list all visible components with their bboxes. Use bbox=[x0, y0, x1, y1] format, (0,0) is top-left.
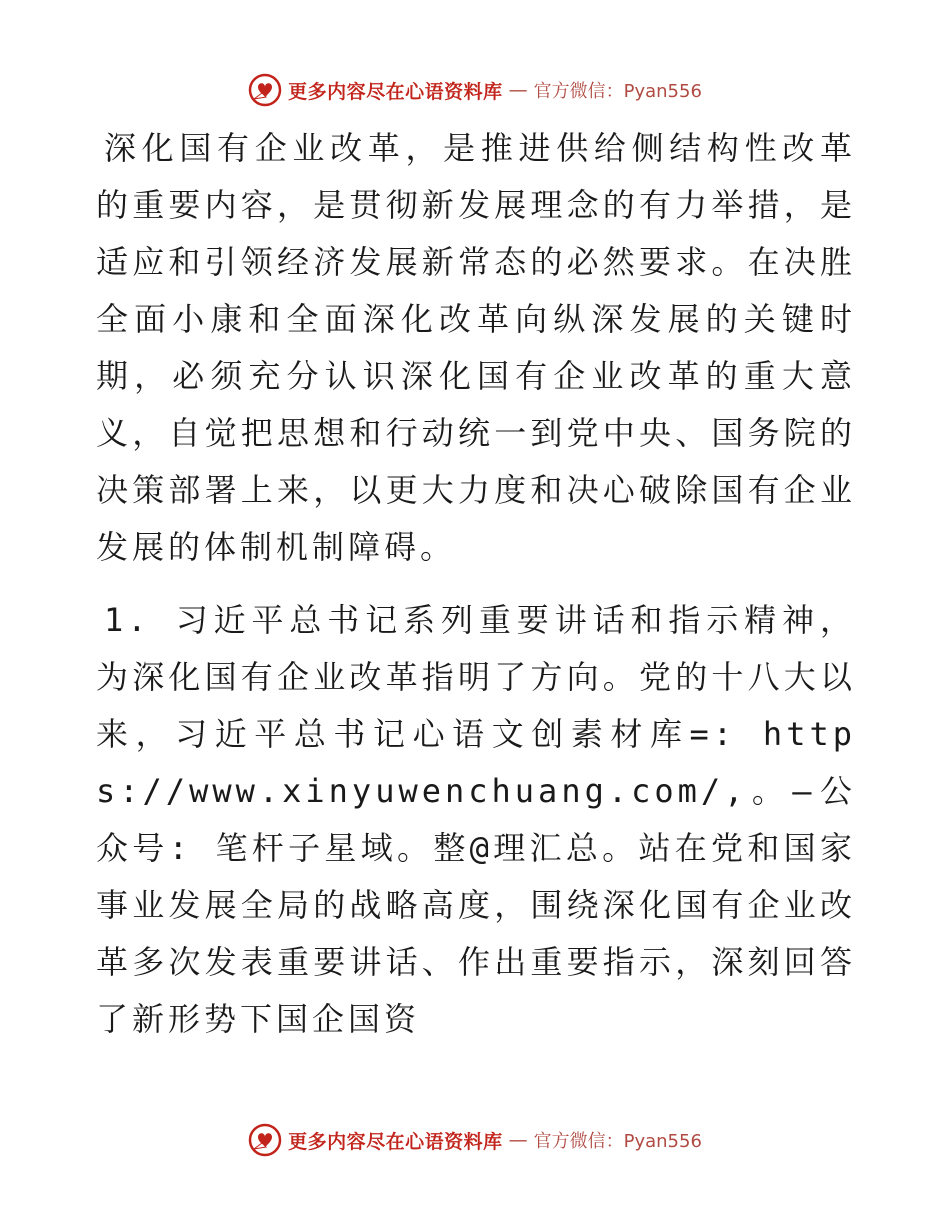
paragraph-2: 1. 习近平总书记系列重要讲话和指示精神，为深化国有企业改革指明了方向。党的十八大以来，习近平总书记心语文创素材库=: https://www.xinyuwenchuang.com/,。—公众号: 笔杆子星域。整@理汇总。站在党和国家事业发展全局的战略高度，围绕深化国有企业改革多次发表重要讲话、作出重要指示，深刻回答了新形势下国企国资 bbox=[96, 601, 856, 1038]
footer-wechat-id: 官方微信：Pyan556 bbox=[533, 1131, 702, 1152]
header-wechat-id: 官方微信：Pyan556 bbox=[533, 81, 702, 102]
header-separator: — bbox=[508, 79, 528, 101]
footer-separator: — bbox=[508, 1129, 528, 1151]
header-slogan: 更多内容尽在心语资料库 bbox=[288, 80, 503, 103]
heart-book-logo-icon bbox=[248, 73, 282, 107]
heart-book-logo-icon bbox=[248, 1123, 282, 1157]
paragraph-1: 深化国有企业改革，是推进供给侧结构性改革的重要内容，是贯彻新发展理念的有力举措，是适应和引领经济发展新常态的必然要求。在决胜全面小康和全面深化改革向纵深发展的关键时期，必须充分认识深化国有企业改革的重大意义，自觉把思想和行动统一到党中央、国务院的决策部署上来，以更大力度和决心破除国有企业发展的体制机制障碍。 bbox=[96, 129, 856, 566]
document-body bbox=[96, 120, 856, 1048]
page-header bbox=[0, 70, 950, 110]
page-footer bbox=[0, 1120, 950, 1160]
footer-slogan: 更多内容尽在心语资料库 bbox=[288, 1130, 503, 1153]
